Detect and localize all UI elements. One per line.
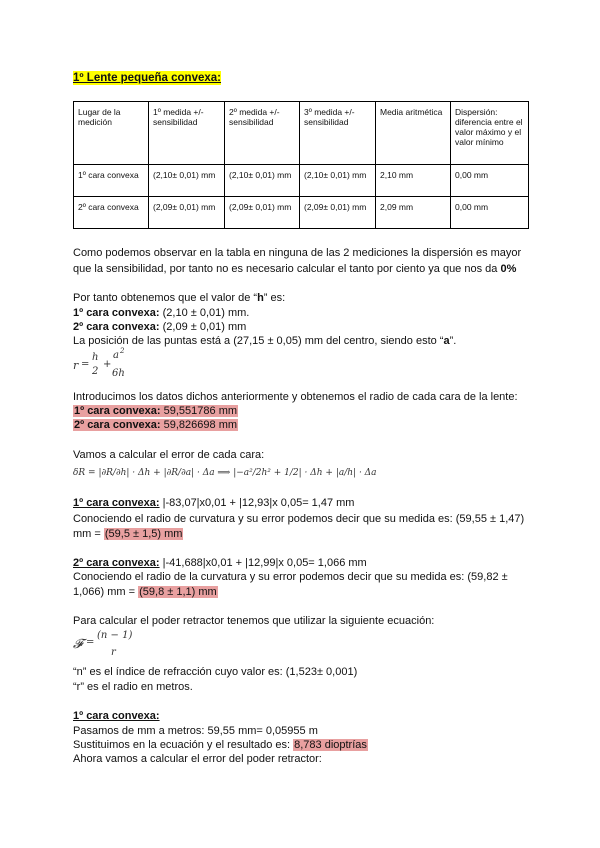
highlighted-result: [73, 405, 238, 417]
table-cell: 2,09 mm: [376, 197, 451, 229]
paragraph-line: [73, 262, 516, 276]
face-value: (2,09 ± 0,01) mm: [159, 321, 247, 333]
paragraph-line: [73, 738, 368, 752]
text-span: Por tanto obtenemos que el valor de “: [73, 292, 258, 304]
error-face-1: [73, 496, 354, 510]
paragraph-line: Conociendo el radio de curvatura y su error podemos decir que su medida es: (59,55 ± 1,47): [73, 513, 525, 525]
face-value: 59,551786 mm: [160, 405, 238, 417]
n-definition: “n” es el índice de refracción cuyo valor es: (1,523± 0,001): [73, 666, 358, 678]
face-label: 1º cara convexa:: [73, 710, 160, 722]
table-cell: (2,09± 0,01) mm: [149, 197, 225, 229]
radius-formula: [73, 347, 143, 382]
table-cell: (2,09± 0,01) mm: [225, 197, 300, 229]
table-cell: 2,10 mm: [376, 165, 451, 197]
table-cell: 0,00 mm: [451, 165, 529, 197]
h-symbol: h: [257, 292, 264, 304]
radius-intro: Introducimos los datos dichos anteriormente y obtenemos el radio de cada cara de la lente:: [73, 391, 518, 403]
formula-two: 2: [92, 366, 99, 377]
table-cell: (2,09± 0,01) mm: [300, 197, 376, 229]
r-definition: “r” es el radio en metros.: [73, 681, 193, 693]
text-span: La posición de las puntas está a (27,15 ± 0,05) mm del centro, siendo esto “: [73, 335, 444, 347]
paragraph-line: Ahora vamos a calcular el error del poder retractor:: [73, 753, 322, 765]
power-intro: Para calcular el poder retractor tenemos que utilizar la siguiente ecuación:: [73, 615, 435, 627]
formula-h: h: [92, 352, 99, 363]
highlighted-result: 8,783 dioptrías: [294, 739, 367, 751]
text-span: mm =: [73, 528, 104, 540]
table-header: Media aritmética: [376, 102, 451, 165]
radius-face-1: [73, 404, 238, 418]
face-value: (2,10 ± 0,01) mm.: [159, 307, 250, 319]
table-header-row: [74, 102, 529, 165]
h-face-1: [73, 306, 249, 320]
position-line: [73, 334, 456, 348]
text-span: ”.: [449, 335, 457, 347]
highlighted-result: (59,8 ± 1,1) mm: [139, 586, 217, 598]
table-cell: (2,10± 0,01) mm: [300, 165, 376, 197]
face-value: 59,826698 mm: [160, 419, 238, 431]
error-handwritten-formula: δR = |∂R/∂h| · Δh + |∂R/∂a| · Δa ⟹ |−a²/2h² + 1/2| · Δh + |a/h| · Δa: [73, 468, 377, 478]
table-cell: 1º cara convexa: [74, 165, 149, 197]
paragraph-line: Conociendo el radio de la curvatura y su error podemos decir que su medida es: (59,82 ±: [73, 571, 508, 583]
face-label: 2º cara convexa:: [73, 321, 160, 333]
table-cell: 2º cara convexa: [74, 197, 149, 229]
table-row: [74, 165, 529, 197]
paragraph-line: [73, 527, 183, 541]
text-span: ” es:: [263, 292, 286, 304]
paragraph-line: [73, 585, 218, 599]
formula-r: r: [73, 359, 79, 372]
table-header: 2º medida +/- sensibilidad: [225, 102, 300, 165]
formula-square: 2: [120, 347, 125, 355]
text-span: 1,066) mm =: [73, 586, 139, 598]
error-face-2: [73, 556, 367, 570]
percent-value: 0%: [500, 263, 517, 275]
h-face-2: [73, 320, 246, 334]
error-intro: Vamos a calcular el error de cada cara:: [73, 449, 265, 461]
table-header: Lugar de la medición: [74, 102, 149, 165]
formula-eq: =: [81, 359, 90, 370]
formula-f: 𝓕: [73, 637, 83, 652]
table-header: 1º medida +/- sensibilidad: [149, 102, 225, 165]
section-label: [73, 709, 160, 723]
formula-numerator: (n − 1): [97, 630, 133, 641]
formula-denominator: r: [111, 647, 116, 658]
h-intro: [73, 291, 285, 305]
a-symbol: a: [443, 335, 450, 347]
formula-6h: 6h: [112, 368, 125, 379]
highlighted-result: [73, 419, 238, 431]
table-header: 3º medida +/- sensibilidad: [300, 102, 376, 165]
formula-eq: =: [86, 637, 95, 648]
power-formula: [73, 630, 143, 660]
table-cell: (2,10± 0,01) mm: [225, 165, 300, 197]
table-row: [74, 197, 529, 229]
error-calc: |-83,07|x0,01 + |12,93|x 0,05= 1,47 mm: [159, 497, 355, 509]
highlighted-result: (59,5 ± 1,5) mm: [104, 528, 183, 540]
face-label: 1º cara convexa:: [74, 405, 161, 417]
face-label: 2º cara convexa:: [74, 419, 161, 431]
measurements-table: [73, 101, 529, 229]
text-span: que la sensibilidad, por tanto no es necesario calcular el tanto por ciento ya que nos da: [73, 263, 501, 275]
paragraph-line: Como podemos observar en la tabla en ninguna de las 2 mediciones la dispersión es mayor: [73, 247, 522, 259]
paragraph-line: Pasamos de mm a metros: 59,55 mm= 0,05955 m: [73, 725, 318, 737]
formula-a: a: [113, 350, 119, 361]
face-label: 1º cara convexa:: [73, 497, 160, 509]
table-cell: (2,10± 0,01) mm: [149, 165, 225, 197]
table-header: Dispersión: diferencia entre el valor máximo y el valor mínimo: [451, 102, 529, 165]
radius-face-2: [73, 418, 238, 432]
text-span: Sustituimos en la ecuación y el resultado es:: [73, 739, 294, 751]
section-title: 1º Lente pequeña convexa:: [73, 72, 221, 84]
error-calc: |-41,688|x0,01 + |12,99|x 0,05= 1,066 mm: [159, 557, 367, 569]
formula-plus: +: [103, 359, 112, 370]
face-label: 1º cara convexa:: [73, 307, 160, 319]
face-label: 2º cara convexa:: [73, 557, 160, 569]
table-cell: 0,00 mm: [451, 197, 529, 229]
